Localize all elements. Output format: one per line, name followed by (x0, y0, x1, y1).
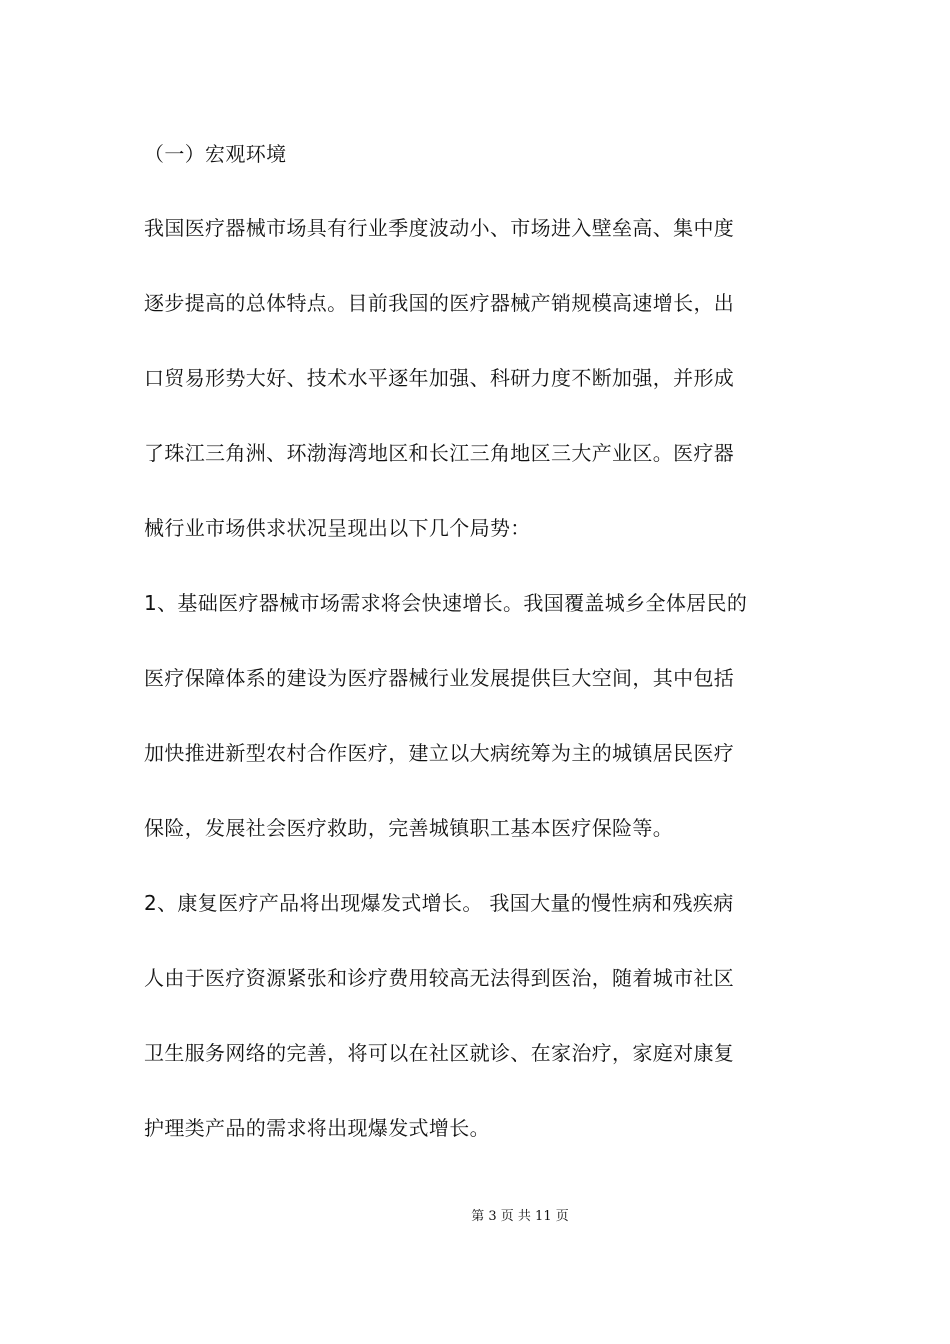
paragraph-line: 加快推进新型农村合作医疗，建立以大病统筹为主的城镇居民医疗 (144, 741, 735, 765)
paragraph-line: 卫生服务网络的完善，将可以在社区就诊、在家治疗，家庭对康复 (144, 1041, 735, 1065)
paragraph-line: 械行业市场供求状况呈现出以下几个局势： (144, 516, 531, 540)
paragraph-line: 1、基础医疗器械市场需求将会快速增长。我国覆盖城乡全体居民的 (144, 591, 748, 615)
paragraph-line: 2、康复医疗产品将出现爆发式增长。 我国大量的慢性病和残疾病 (144, 891, 734, 915)
page-footer: 第 3 页 共 11 页 (471, 1209, 569, 1224)
paragraph-line: 逐步提高的总体特点。目前我国的医疗器械产销规模高速增长，出 (144, 291, 735, 315)
section-heading: （一）宏观环境 (144, 142, 287, 166)
paragraph-line: 口贸易形势大好、技术水平逐年加强、科研力度不断加强，并形成 (144, 366, 735, 390)
paragraph-line: 医疗保障体系的建设为医疗器械行业发展提供巨大空间，其中包括 (144, 666, 735, 690)
paragraph-line: 了珠江三角洲、环渤海湾地区和长江三角地区三大产业区。医疗器 (144, 441, 735, 465)
paragraph-line: 我国医疗器械市场具有行业季度波动小、市场进入壁垒高、集中度 (144, 216, 735, 240)
paragraph-line: 保险，发展社会医疗救助，完善城镇职工基本医疗保险等。 (144, 816, 674, 840)
paragraph-line: 护理类产品的需求将出现爆发式增长。 (144, 1116, 490, 1140)
paragraph-line: 人由于医疗资源紧张和诊疗费用较高无法得到医治，随着城市社区 (144, 966, 735, 990)
